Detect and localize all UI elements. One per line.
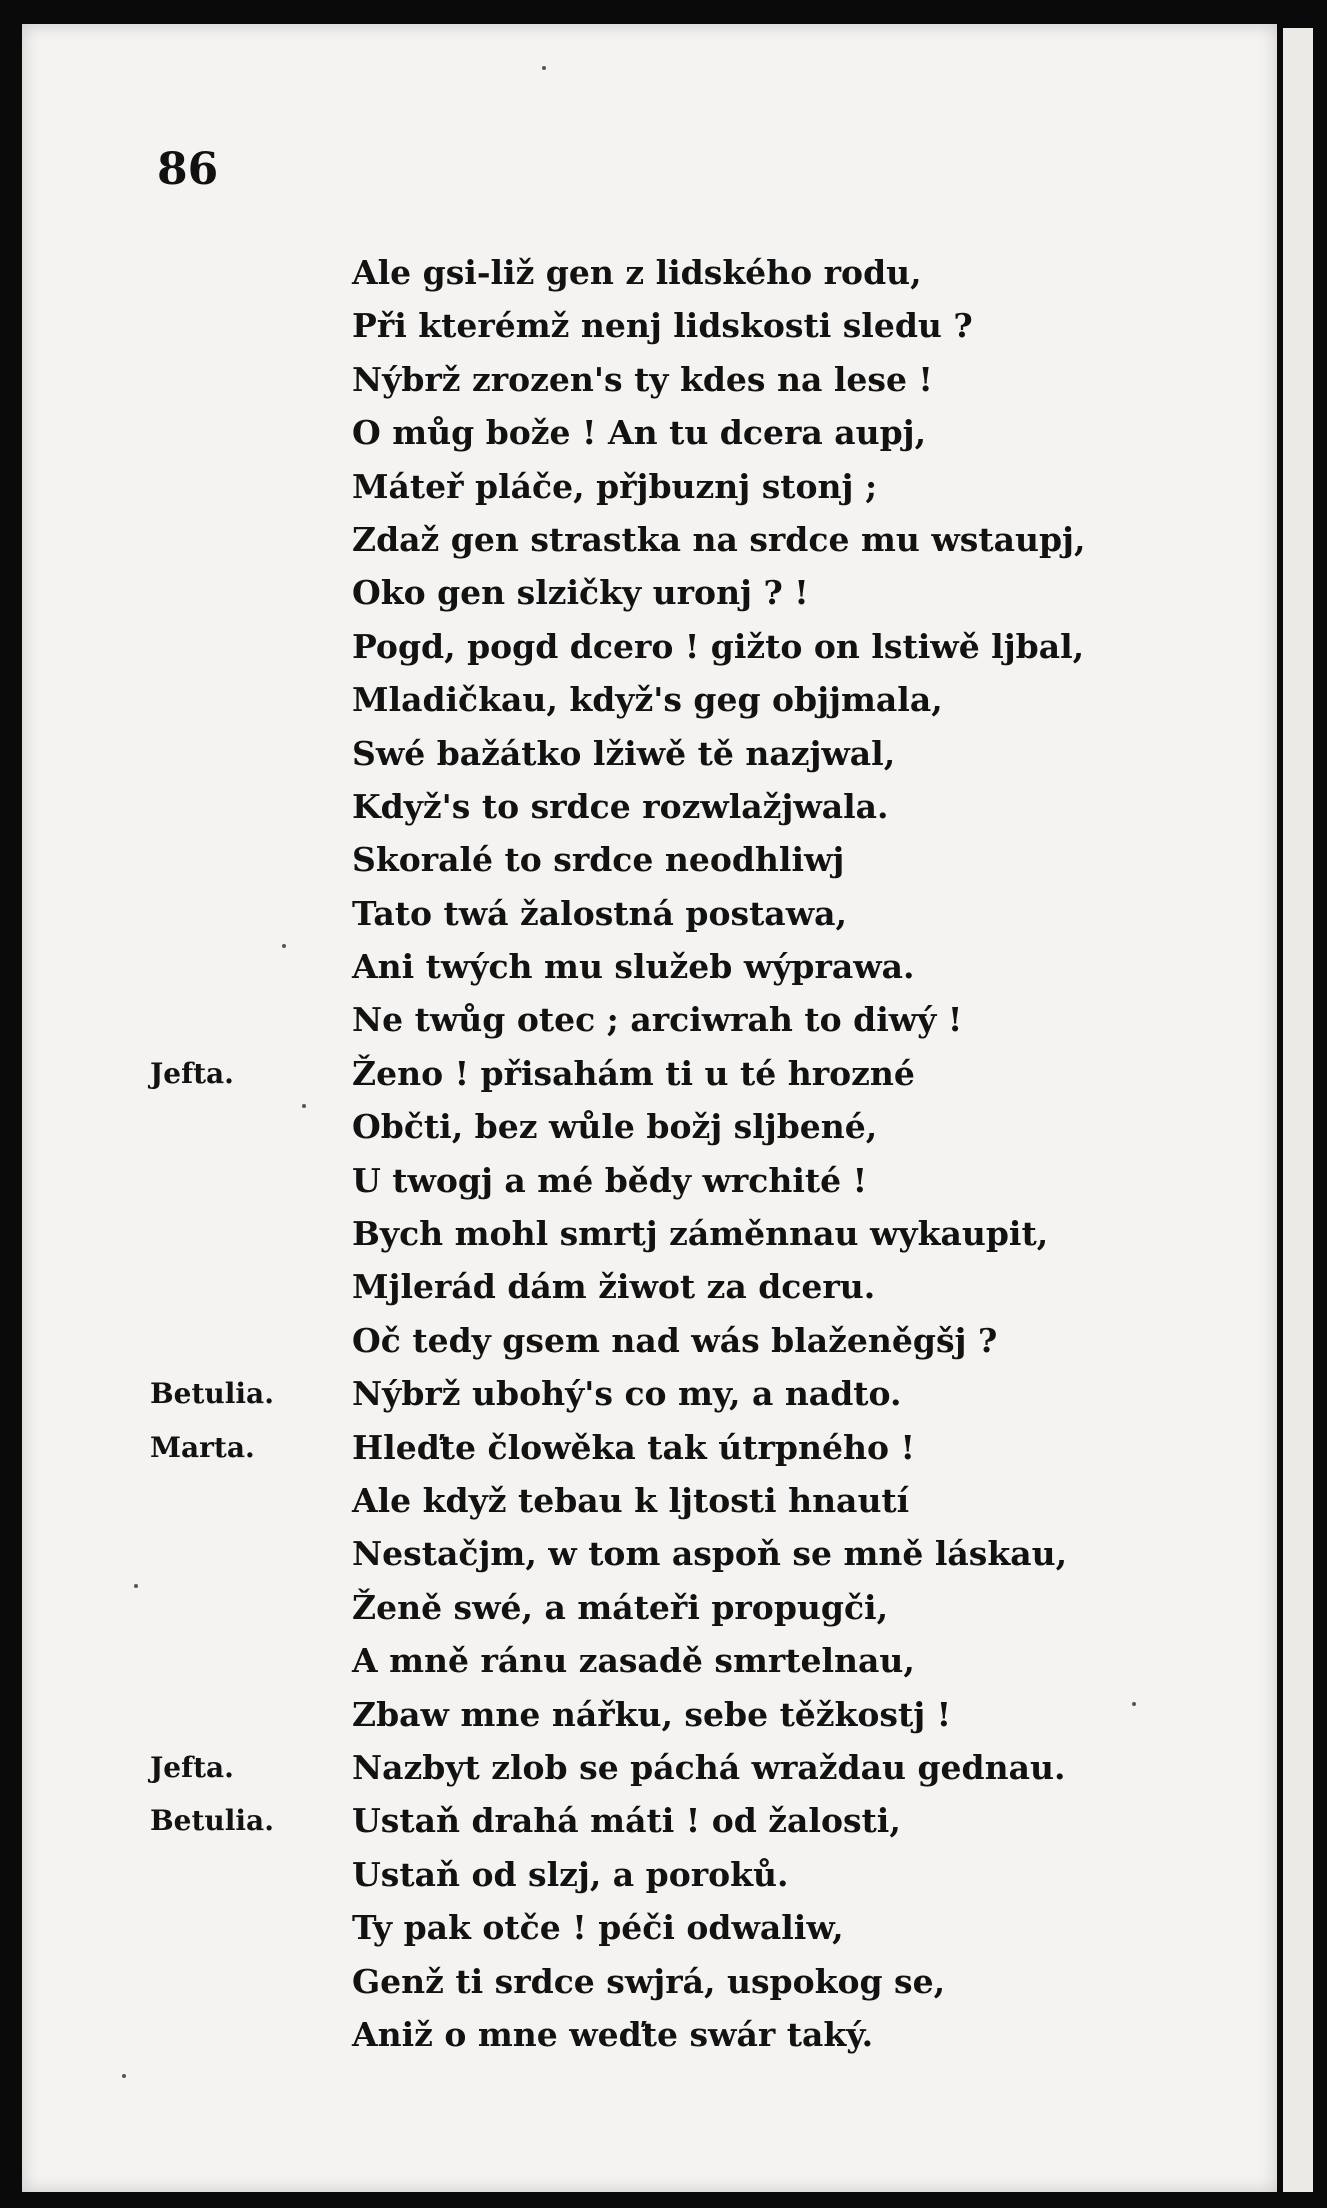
- ink-speck: [302, 1104, 306, 1108]
- speaker-name: Betulia.: [150, 1804, 274, 1838]
- verse-text: Skoralé to srdce neodhliwj: [352, 840, 845, 880]
- verse-text: Ne twůg otec ; arciwrah to diwý !: [352, 1000, 963, 1040]
- verse-line: [22, 1314, 1277, 1367]
- verse-line: [22, 353, 1277, 406]
- speaker-name: Marta.: [150, 1430, 255, 1464]
- verse-text: Oko gen slzičky uronj ? !: [352, 573, 809, 613]
- verse-text: Ustaň od slzj, a poroků.: [352, 1854, 789, 1894]
- verse-text: Ale gsi-liž gen z lidského rodu,: [352, 253, 922, 292]
- verse-text: Nazbyt zlob se páchá wraždau gednau.: [352, 1747, 1066, 1787]
- verse-text: Ustaň drahá máti ! od žalosti,: [352, 1801, 901, 1841]
- verse-line: [22, 780, 1277, 833]
- verse-text: Bych mohl smrtj záměnnau wykaupit,: [352, 1214, 1049, 1254]
- verse-line: [22, 246, 1277, 299]
- verse-line: [22, 1207, 1277, 1260]
- verse-line: [22, 833, 1277, 886]
- speaker-name: Jefta.: [150, 1750, 234, 1784]
- verse-line: [22, 1794, 1277, 1847]
- adjacent-page-edge: [1283, 28, 1313, 2192]
- verse-text: Ženě swé, a máteři propugči,: [352, 1587, 889, 1627]
- verse-text: Swé bažátko lžiwě tě nazjwal,: [352, 733, 896, 773]
- verse-line: [22, 1527, 1277, 1580]
- verse-text: Genž ti srdce swjrá, uspokog se,: [352, 1961, 946, 2001]
- verse-line: [22, 940, 1277, 993]
- ink-speck: [282, 944, 286, 948]
- verse-text: Nestačjm, w tom aspoň se mně láskau,: [352, 1534, 1068, 1574]
- verse-text: O můg bože ! An tu dcera aupj,: [352, 413, 927, 453]
- verse-line: [22, 1421, 1277, 1474]
- verse-line: [22, 1901, 1277, 1954]
- verse-line: [22, 513, 1277, 566]
- verse-line: [22, 1260, 1277, 1313]
- verse-block: [22, 246, 1277, 2061]
- verse-text: Aniž o mne weďte swár taký.: [352, 2014, 874, 2054]
- verse-text: Ale když tebau k ljtosti hnautí: [352, 1480, 910, 1520]
- verse-text: Nýbrž ubohý's co my, a nadto.: [352, 1374, 902, 1414]
- verse-line: [22, 1955, 1277, 2008]
- verse-text: Máteř pláče, přjbuznj stonj ;: [352, 466, 878, 506]
- verse-line: [22, 1634, 1277, 1687]
- verse-line: [22, 1581, 1277, 1634]
- verse-line: [22, 299, 1277, 352]
- verse-line: [22, 993, 1277, 1046]
- verse-line: [22, 2008, 1277, 2061]
- verse-text: Ani twých mu služeb wýprawa.: [352, 947, 915, 987]
- verse-line: [22, 887, 1277, 940]
- ink-speck: [1132, 1702, 1136, 1706]
- verse-text: Zbaw mne nářku, sebe těžkostj !: [352, 1694, 952, 1734]
- verse-line: [22, 727, 1277, 780]
- verse-text: Oč tedy gsem nad wás blaženěgšj ?: [352, 1320, 998, 1360]
- verse-text: Zdaž gen strastka na srdce mu wstaupj,: [352, 519, 1086, 559]
- speaker-name: Betulia.: [150, 1377, 274, 1411]
- verse-line: [22, 1741, 1277, 1794]
- verse-line: [22, 1688, 1277, 1741]
- verse-text: Hleďte člowěka tak útrpného !: [352, 1427, 915, 1467]
- verse-text: Ženo ! přisahám ti u té hrozné: [352, 1053, 915, 1093]
- ink-speck: [122, 2074, 126, 2078]
- verse-text: Tato twá žalostná postawa,: [352, 893, 847, 933]
- verse-text: Mladičkau, když's geg objjmala,: [352, 680, 943, 720]
- page-number: 86: [157, 144, 219, 195]
- verse-text: U twogj a mé bědy wrchité !: [352, 1160, 868, 1200]
- verse-line: [22, 1848, 1277, 1901]
- verse-line: [22, 460, 1277, 513]
- verse-text: Nýbrž zrozen's ty kdes na lese !: [352, 359, 933, 399]
- verse-line: [22, 673, 1277, 726]
- verse-line: [22, 1474, 1277, 1527]
- verse-line: [22, 1367, 1277, 1420]
- verse-line: [22, 1154, 1277, 1207]
- book-page: [22, 24, 1277, 2192]
- verse-text: Když's to srdce rozwlažjwala.: [352, 786, 889, 826]
- verse-text: Při kterémž nenj lidskosti sledu ?: [352, 306, 973, 346]
- verse-text: Mjlerád dám žiwot za dceru.: [352, 1267, 876, 1307]
- verse-text: Občti, bez wůle božj sljbené,: [352, 1107, 878, 1147]
- verse-line: [22, 566, 1277, 619]
- verse-text: Ty pak otče ! péči odwaliw,: [352, 1908, 844, 1948]
- ink-speck: [134, 1584, 138, 1588]
- speaker-name: Jefta.: [150, 1056, 234, 1090]
- ink-speck: [542, 66, 546, 70]
- verse-text: Pogd, pogd dcero ! gižto on lstiwě ljbal,: [352, 626, 1085, 666]
- verse-line: [22, 1100, 1277, 1153]
- verse-line: [22, 620, 1277, 673]
- verse-line: [22, 1047, 1277, 1100]
- verse-text: A mně ránu zasadě smrtelnau,: [352, 1641, 915, 1681]
- verse-line: [22, 406, 1277, 459]
